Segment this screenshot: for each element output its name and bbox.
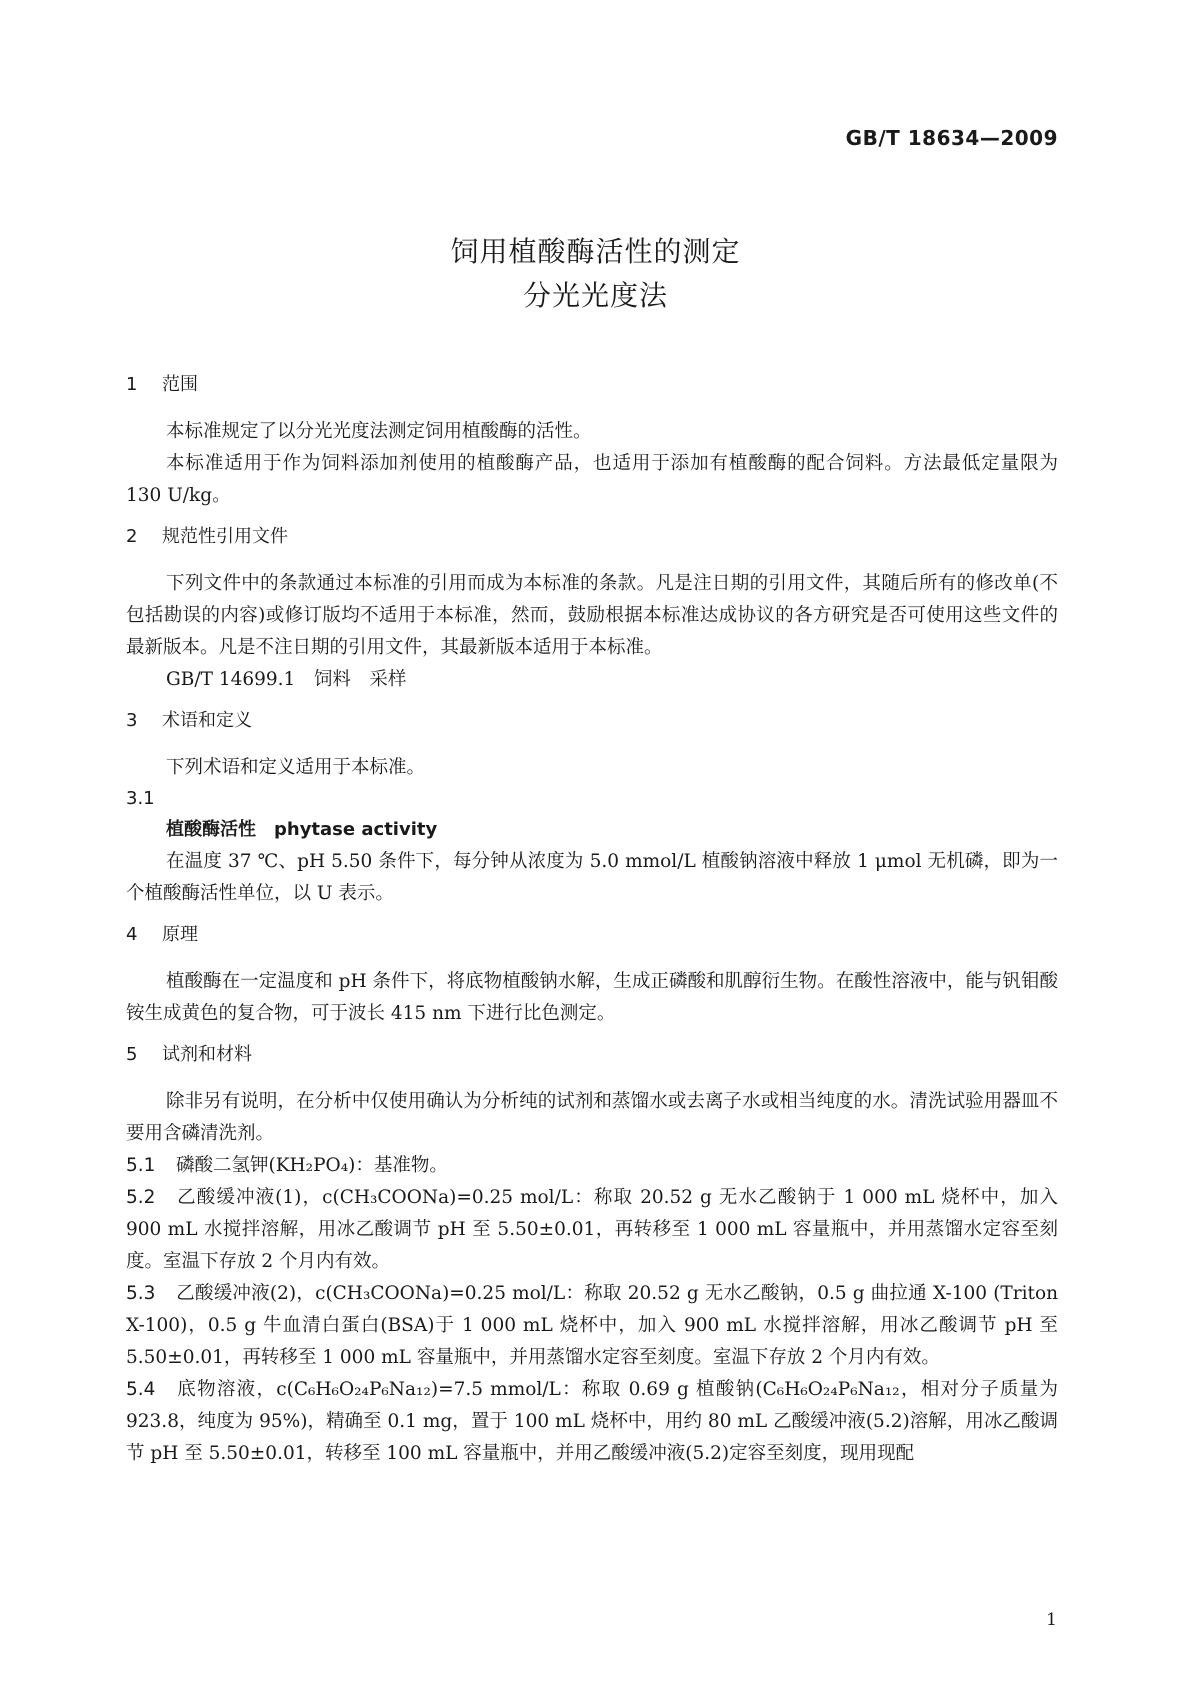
item-text: 底物溶液，c(C₆H₆O₂₄P₆Na₁₂)=7.5 mmol/L：称取 0.69 g 植酸钠(C₆H₆O₂₄P₆Na₁₂，相对分子质量为 923.8，纯度为 95%)，精确至 0.1 mg，置于 100 mL 烧杯中，用约 80 mL 乙酸缓冲液(5.2)溶解，用冰乙酸调节 pH 至 5.50±0.01，转移至 100 mL 容量瓶中，并用乙酸缓冲液(5.2)定容至刻度，现用现配 — [126, 1379, 1058, 1464]
reagent-item — [126, 1182, 1058, 1278]
section-number: 2 — [126, 526, 138, 547]
section-title: 原理 — [162, 924, 198, 945]
section-number: 5 — [126, 1044, 138, 1065]
document-title: 饲用植酸酶活性的测定 — [450, 235, 741, 268]
section-heading-principle — [126, 920, 1058, 950]
section-number: 3 — [126, 710, 138, 731]
page-number: 1 — [1046, 1610, 1057, 1630]
term-name: 植酸酶活性 phytase activity — [166, 819, 438, 840]
paragraph: 本标准适用于作为饲料添加剂使用的植酸酶产品，也适用于添加有植酸酶的配合饲料。方法最低定量限为 130 U/kg。 — [126, 453, 1058, 506]
section-title: 范围 — [162, 374, 198, 395]
reference-entry: GB/T 14699.1 饲料 采样 — [166, 669, 407, 690]
standard-code: GB/T 18634—2009 — [845, 126, 1058, 150]
section-heading-reagents — [126, 1040, 1058, 1070]
term-number: 3.1 — [126, 788, 155, 809]
paragraph: 除非另有说明，在分析中仅使用确认为分析纯的试剂和蒸馏水或去离子水或相当纯度的水。清洗试验用器皿不要用含磷清洗剂。 — [126, 1091, 1058, 1144]
item-text: 磷酸二氢钾(KH₂PO₄)：基准物。 — [176, 1155, 448, 1176]
section-heading-terms-definitions — [126, 706, 1058, 736]
reagent-item — [126, 1374, 1058, 1470]
item-number: 5.1 — [126, 1155, 156, 1176]
item-number: 5.2 — [126, 1187, 156, 1208]
reagent-item — [126, 1150, 1058, 1182]
term-definition: 在温度 37 ℃、pH 5.50 条件下，每分钟从浓度为 5.0 mmol/L 植酸钠溶液中释放 1 μmol 无机磷，即为一个植酸酶活性单位，以 U 表示。 — [126, 851, 1058, 904]
section-heading-scope — [126, 370, 1058, 400]
section-number: 4 — [126, 924, 138, 945]
section-title: 术语和定义 — [162, 710, 252, 731]
document-body — [126, 370, 1058, 1470]
reagent-item — [126, 1278, 1058, 1374]
section-number: 1 — [126, 374, 138, 395]
section-title: 规范性引用文件 — [162, 526, 288, 547]
section-title: 试剂和材料 — [162, 1044, 252, 1065]
paragraph: 本标准规定了以分光光度法测定饲用植酸酶的活性。 — [166, 421, 592, 442]
paragraph: 下列术语和定义适用于本标准。 — [166, 757, 426, 778]
paragraph: 植酸酶在一定温度和 pH 条件下，将底物植酸钠水解，生成正磷酸和肌醇衍生物。在酸性溶液中，能与钒钼酸铵生成黄色的复合物，可于波长 415 nm 下进行比色测定。 — [126, 971, 1058, 1024]
item-number: 5.3 — [126, 1283, 156, 1304]
item-text: 乙酸缓冲液(1)，c(CH₃COONa)=0.25 mol/L：称取 20.52 g 无水乙酸钠于 1 000 mL 烧杯中，加入 900 mL 水搅拌溶解，用冰乙酸调节 pH 至 5.50±0.01，再转移至 1 000 mL 容量瓶中，并用蒸馏水定容至刻度。室温下存放 2 个月内有效。 — [126, 1187, 1058, 1272]
paragraph: 下列文件中的条款通过本标准的引用而成为本标准的条款。凡是注日期的引用文件，其随后所有的修改单(不包括勘误的内容)或修订版均不适用于本标准，然而，鼓励根据本标准达成协议的各方研究是否可使用这些文件的最新版本。凡是不注日期的引用文件，其最新版本适用于本标准。 — [126, 573, 1058, 658]
section-heading-normative-references — [126, 522, 1058, 552]
item-number: 5.4 — [126, 1379, 156, 1400]
item-text: 乙酸缓冲液(2)，c(CH₃COONa)=0.25 mol/L：称取 20.52 g 无水乙酸钠，0.5 g 曲拉通 X-100 (Triton X-100)，0.5 g 牛血清白蛋白(BSA)于 1 000 mL 烧杯中，加入 900 mL 水搅拌溶解，用冰乙酸调节 pH 至 5.50±0.01，再转移至 1 000 mL 容量瓶中，并用蒸馏水定容至刻度。室温下存放 2 个月内有效。 — [126, 1283, 1058, 1368]
document-subtitle: 分光光度法 — [522, 279, 668, 312]
